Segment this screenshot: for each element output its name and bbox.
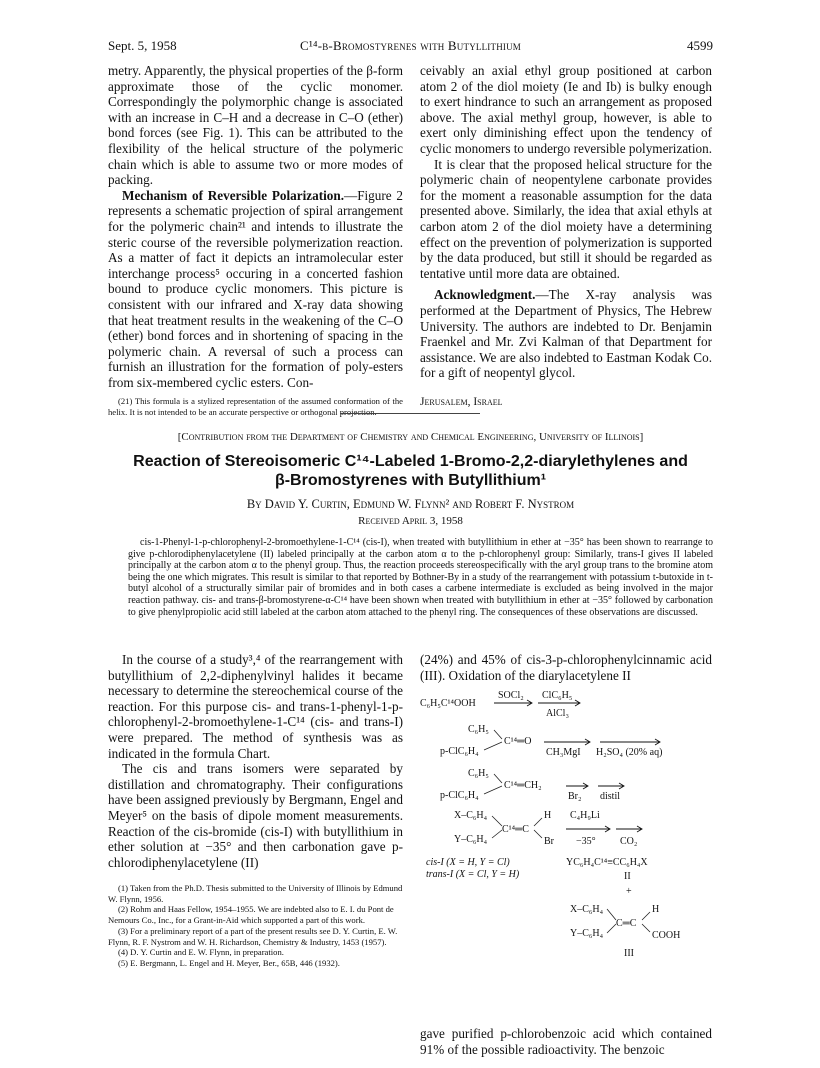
scheme-label-ii: II (624, 871, 631, 882)
scheme-bromide-bond-bottom (492, 830, 502, 838)
prev-right-paragraph-1: ceivably an axial ethyl group positioned at carbon atom 2 of the diol moiety (Ie and Ib) is bulky enough to exert hindrance to such an arrangement as proposed above. The axial methyl group, however, is able to exert only diminishing effect upon the tendency of cyclic monomers to undergo reversible polymerization. (420, 63, 712, 156)
scheme-ketone-chlorophenyl: p-ClC₆H₄ (440, 746, 479, 757)
scheme-bromide-x-aryl: X–C₆H₄ (454, 810, 488, 821)
article-right-column-top (420, 652, 712, 683)
scheme-ketone-bond-top (494, 730, 502, 739)
footnote-4: (4) D. Y. Curtin and E. W. Flynn, in preparation. (118, 947, 284, 958)
scheme-acid-center: C═C (616, 918, 637, 929)
scheme-reagent-butyllithium: C₄H₉Li (570, 810, 600, 821)
scheme-olefin-center: C¹⁴═CH₂ (504, 780, 542, 791)
scheme-ketone-phenyl: C₆H₅ (468, 724, 489, 735)
scheme-cis-label: cis-I (X = H, Y = Cl) (426, 857, 510, 868)
footnote-2: (2) Rohm and Haas Fellow, 1954–1955. We are indebted also to E. I. du Pont de Nemours Co., Inc., for a Grant-in-Aid which supported a part of this work. (108, 904, 394, 926)
scheme-label-iii: III (624, 948, 634, 959)
section-divider (340, 413, 480, 414)
scheme-start-compound: C₆H₅C¹⁴OOH (420, 698, 476, 709)
title-line-2: β-Bromostyrenes with Butyllithium¹ (274, 472, 547, 489)
article-footnotes (108, 883, 403, 969)
contribution-line: [Contribution from the Department of Chemistry and Chemical Engineering, University of Illinois] (177, 431, 644, 443)
scheme-acid-bond-h (642, 912, 650, 920)
article-right-column-bottom (420, 1026, 712, 1057)
acknowledgment-heading: Acknowledgment. (434, 287, 536, 303)
scheme-reagent-ch3mgi: CH₃MgI (546, 747, 581, 758)
header-running-title: C¹⁴-β-Bromostyrenes with Butyllithium (300, 38, 521, 53)
prev-article-right-column (420, 63, 712, 410)
scheme-olefin-chlorophenyl: p-ClC₆H₄ (440, 790, 479, 801)
footnote-1: (1) Taken from the Ph.D. Thesis submitted to the University of Illinois by Edmund W. Flynn, 1956. (108, 883, 403, 904)
scheme-reagent-co2: CO₂ (620, 836, 638, 847)
header-page-number: 4599 (687, 38, 713, 53)
scheme-olefin-phenyl: C₆H₅ (468, 768, 489, 779)
scheme-reagent-distil: distil (600, 791, 621, 802)
synthesis-scheme (420, 690, 712, 1020)
scheme-olefin-bond-bottom (484, 786, 502, 794)
scheme-reagent-clc6h5: ClC₆H₅ (542, 690, 573, 701)
abstract (128, 537, 713, 618)
scheme-trans-label: trans-I (X = Cl, Y = H) (426, 869, 520, 880)
prev-article-left-column (108, 63, 403, 417)
scheme-bromide-br: Br (544, 836, 554, 847)
scheme-acid-x-aryl: X–C₆H₄ (570, 904, 604, 915)
scheme-ketone-center: C¹⁴═O (504, 736, 532, 747)
scheme-bromide-y-aryl: Y–C₆H₄ (454, 834, 488, 845)
scheme-acid-cooh: COOH (652, 930, 681, 941)
article-title (108, 452, 713, 490)
scheme-olefin-bond-top (494, 774, 502, 783)
intro-paragraph-2: The cis and trans isomers were separated by distillation and chromatography. Their configurations have been assigned previously by Bergmann, Engel and Meyer⁵ on the basis of dipole moment measurements. Reaction of the cis-bromide (cis-I) with butyllithium in ether solution at −35° and then carbonation gave p-chlorodiphenylacetylene (II) (108, 761, 403, 870)
scheme-bromide-bond-br (534, 830, 542, 838)
acknowledgment-paragraph (420, 287, 712, 381)
scheme-reagent-h2so4: H₂SO₄ (20% aq) (596, 747, 663, 758)
scheme-reagent-temp: −35° (576, 836, 596, 847)
scheme-product-acetylene: YC₆H₄C¹⁴≡CC₆H₄X (566, 857, 648, 868)
scheme-ketone-bond-bottom (484, 742, 502, 750)
header-date: Sept. 5, 1958 (108, 38, 177, 53)
footnote-21 (108, 396, 403, 417)
right-bottom-text: gave purified p-chlorobenzoic acid which contained 91% of the possible radioactivity. The benzoic (420, 1026, 712, 1057)
footnote-3: (3) For a preliminary report of a part of the present results see D. Y. Curtin, E. W. Flynn, R. F. Nystrom and W. H. Richardson, Chemistry & Industry, 1453 (1957). (108, 925, 398, 947)
scheme-bromide-bond-h (534, 818, 542, 826)
right-top-text: (24%) and 45% of cis-3-p-chlorophenylcinnamic acid (III). Oxidation of the diarylacetylene II (420, 652, 712, 683)
scheme-acid-y-aryl: Y–C₆H₄ (570, 928, 604, 939)
scheme-bromide-h: H (544, 810, 552, 821)
acknowledgment-text: —The X-ray analysis was performed at the Department of Physics, The Hebrew University. The authors are indebted to Dr. Benjamin Fraenkel and Mr. Zvi Kalman of that Department for assistance. We are also indebted to Eastman Kodak Co. for a gift of neopentyl glycol. (420, 287, 712, 381)
scheme-bromide-center: C¹⁴═C (502, 824, 529, 835)
scheme-reagent-br2: Br₂ (568, 791, 582, 802)
prev-right-paragraph-2: It is clear that the proposed helical structure for the polymeric chain of neopentylene carbonate provides for the moment a reasonable assumption for the data presented above. Similarly, the idea that axial ethyls at carbon atom 2 of the diol moiety have a determining effect on the prevention of polymerization is supported by the data produced, but still it should be regarded as tentative until more data are obtained. (420, 156, 712, 281)
scheme-reagent-alcl3: AlCl₃ (546, 708, 569, 719)
title-line-1: Reaction of Stereoisomeric C¹⁴-Labeled 1-Bromo-2,2-diarylethylenes and (133, 453, 688, 470)
article-left-column (108, 652, 403, 870)
footnote-21-text: (21) This formula is a stylized representation of the assumed conformation of the helix. It is not intended to be an accurate perspective or orthogonal projection. (108, 396, 403, 417)
prev-left-paragraph-1: metry. Apparently, the physical properties of the β-form approximate those of the cyclic monomer. Correspondingly the polymorphic change is associated with an increase in C–H and a decrease in C–O (ether) bond forces (see Fig. 1). This can be attributed to the flexibility of the helical structure of the polymeric chain which is able to assume two or more modes of packing. (108, 63, 403, 188)
mechanism-heading: Mechanism of Reversible Polarization. (122, 187, 344, 203)
abstract-text: cis-1-Phenyl-1-p-chlorophenyl-2-bromoethylene-1-C¹⁴ (cis-I), when treated with butyllithium in ether at −35° has been shown to rearrange to give p-chlorodiphenylacetylene (II) labeled principally at the carbon atom α to the p-chlorophenyl group: Similarly, trans-I gives II labeled principally at the carbon atom α to the phenyl group. Thus, the reaction proceeds stereospecifically with the aryl group trans to the bromine atom being the one which migrates. This result is similar to that reported by Bothner-By in a study of the rearrangement with potassium t-butoxide in t-butyl alcohol of a structurally similar pair of bromides and in both cases a carbene intermediate is excluded as being involved in the major reaction pathway. cis- and trans-β-bromostyrene-α-C¹⁴ have been shown when treated with butyllithium in ether at −35° followed by carbonation to give phenylpropiolic acid still labeled at the carbon atom attached to the phenyl ring. The consequences of these observations are discussed. (128, 537, 713, 618)
received-date: Received April 3, 1958 (358, 515, 463, 527)
scheme-svg (420, 690, 712, 1020)
scheme-plus: + (626, 886, 632, 897)
footnote-5: (5) E. Bergmann, L. Engel and H. Meyer, Ber., 65B, 446 (1932). (118, 957, 340, 968)
authors: By David Y. Curtin, Edmund W. Flynn² and Robert F. Nystrom (246, 497, 575, 511)
scheme-reagent-socl2: SOCl₂ (498, 690, 524, 701)
scheme-acid-bond-top (607, 909, 616, 920)
scheme-acid-bond-bottom (607, 924, 616, 933)
intro-paragraph-1: In the course of a study³,⁴ of the rearrangement with butyllithium of 2,2-diphenylvinyl halides it became necessary to determine the stereochemical course of the reaction. For this purpose cis- and trans-1-phenyl-1-p-chlorophenyl-2-bromoethylene-1-C¹⁴ (cis- and trans-I) were prepared. The method of synthesis was as indicated in the formula Chart. (108, 652, 403, 761)
signature: Jerusalem, Israel (420, 395, 503, 408)
scheme-acid-bond-cooh (642, 924, 650, 932)
mechanism-text: —Figure 2 represents a schematic projection of spiral arrangement for the polymeric chain²¹ and intends to illustrate the steric course of the reversible polymerization reaction. As a matter of fact it depicts an intramolecular ester interchange process⁵ occuring in a concerted fashion bound to produce cyclic monomers. This picture is consistent with our infrared and X-ray data showing that heat treatment results in the weakening of the C–O (ether) bond forces and in shortening of spacing in the polymeric chain. A reversal of such a process can furnish an illustration for the formation of poly-esters from six-membered cyclic esters. Con- (108, 187, 403, 390)
prev-left-paragraph-2 (108, 188, 403, 391)
scheme-acid-h: H (652, 904, 660, 915)
scheme-bromide-bond-top (492, 816, 502, 826)
